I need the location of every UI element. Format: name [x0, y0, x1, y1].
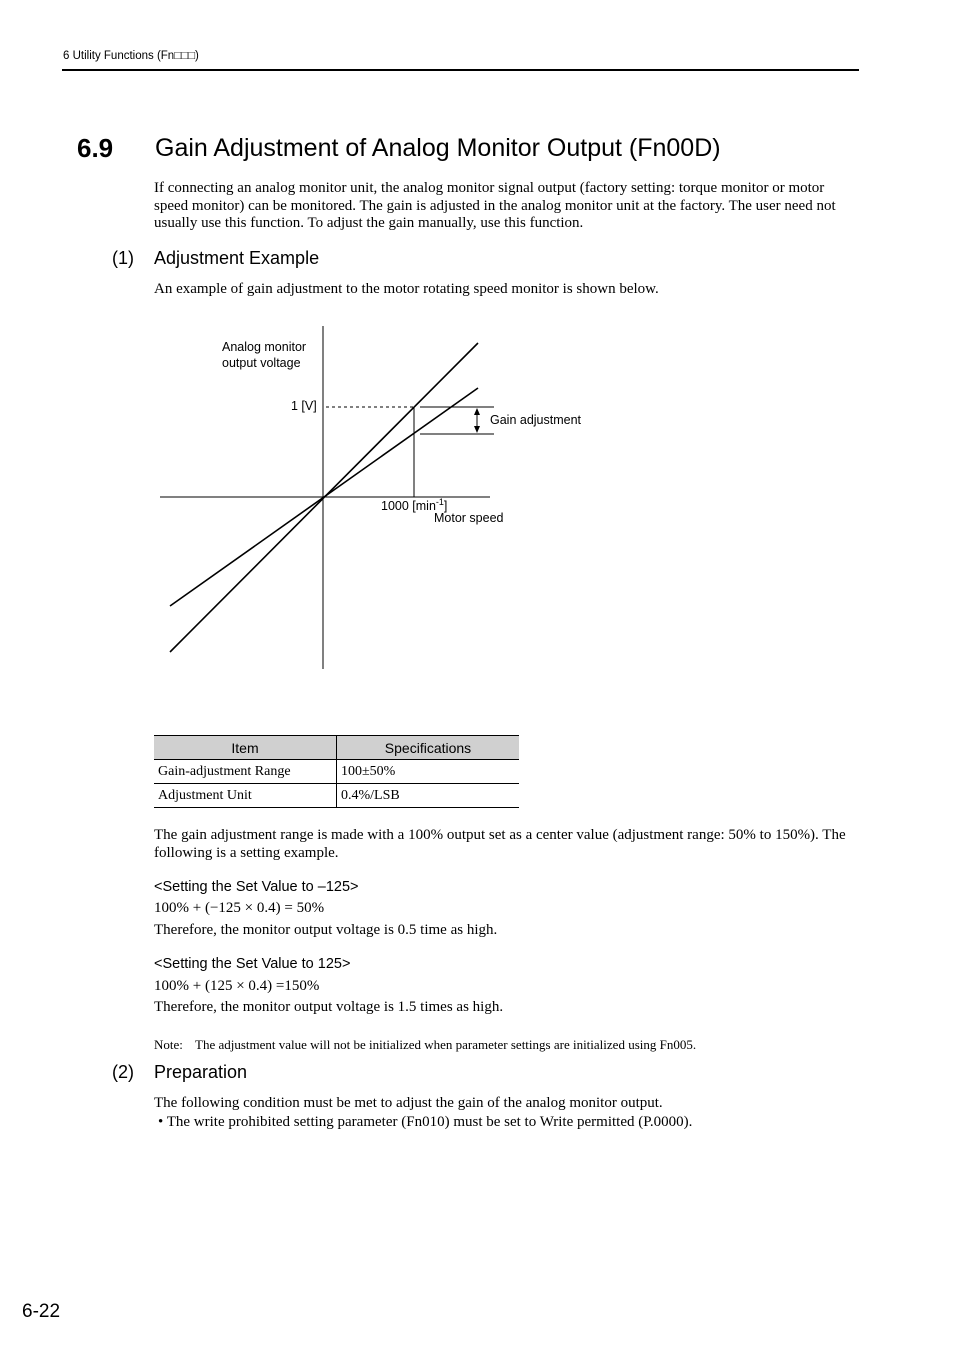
- table-cell: Gain-adjustment Range: [154, 760, 337, 784]
- section-number: 6.9: [77, 133, 114, 163]
- x-tick-label-superscript: -1: [435, 497, 444, 507]
- setting-1-heading: <Setting the Set Value to –125>: [154, 879, 359, 895]
- example-paragraph: An example of gain adjustment to the motor rotating speed monitor is shown below.: [154, 281, 659, 297]
- preparation-paragraph: The following condition must be met to adjust the gain of the analog monitor output.: [154, 1095, 663, 1111]
- subsection-1-title: Adjustment Example: [154, 248, 320, 268]
- table-cell: Adjustment Unit: [154, 784, 337, 808]
- y-axis-label-line1: Analog monitor: [222, 340, 307, 354]
- note-text: The adjustment value will not be initialized when parameter settings are initialized using Fn005.: [195, 1037, 697, 1052]
- running-header: 6 Utility Functions (Fn□□□): [63, 50, 199, 62]
- setting-2-result: Therefore, the monitor output voltage is 1.5 times as high.: [154, 999, 504, 1015]
- note: [154, 1037, 696, 1053]
- intro-paragraph: If connecting an analog monitor unit, the analog monitor signal output (factory setting: torque monitor or motor speed monitor) can be monitored. The gain is adjusted in the analog monitor unit at the factory. The user need not usually use this function. To adjust the gain manually, use this function.: [154, 180, 836, 231]
- range-paragraph: The gain adjustment range is made with a 100% output set as a center value (adjustment range: 50% to 150%). The following is a setting example.: [154, 827, 846, 861]
- gain-arrow-down-icon: [474, 426, 480, 433]
- table-row: [154, 760, 519, 784]
- table-row: [154, 784, 519, 808]
- x-axis-label: Motor speed: [434, 511, 504, 525]
- setting-1-equation: 100% + (−125 × 0.4) = 50%: [154, 900, 325, 916]
- y-tick-label: 1 [V]: [291, 399, 317, 413]
- setting-2-heading: <Setting the Set Value to 125>: [154, 956, 351, 972]
- table-header-row: [154, 736, 519, 760]
- specification-table: [154, 735, 519, 808]
- note-label: Note:: [154, 1037, 183, 1052]
- setting-1-result: Therefore, the monitor output voltage is 0.5 time as high.: [154, 922, 498, 938]
- gain-adjustment-graph: [0, 300, 954, 700]
- table-cell: 0.4%/LSB: [337, 784, 520, 808]
- x-tick-label-close: ]: [443, 499, 448, 513]
- subsection-2-number: (2): [112, 1062, 134, 1082]
- x-tick-label-main: 1000 [min: [381, 499, 436, 513]
- y-axis-label-line2: output voltage: [222, 356, 301, 370]
- gain-arrow-up-icon: [474, 408, 480, 415]
- table-header-specifications: Specifications: [337, 736, 520, 760]
- preparation-bullet: • The write prohibited setting parameter (Fn010) must be set to Write permitted (P.0000).: [158, 1114, 693, 1130]
- header-rule: [62, 69, 859, 71]
- subsection-1-number: (1): [112, 248, 134, 268]
- setting-2-equation: 100% + (125 × 0.4) =150%: [154, 978, 320, 994]
- page-number: 6-22: [22, 1301, 61, 1322]
- subsection-2-title: Preparation: [154, 1062, 248, 1082]
- table-header-item: Item: [154, 736, 337, 760]
- gain-adjustment-label: Gain adjustment: [490, 413, 582, 427]
- section-title: Gain Adjustment of Analog Monitor Output (Fn00D): [155, 134, 721, 162]
- table-cell: 100±50%: [337, 760, 520, 784]
